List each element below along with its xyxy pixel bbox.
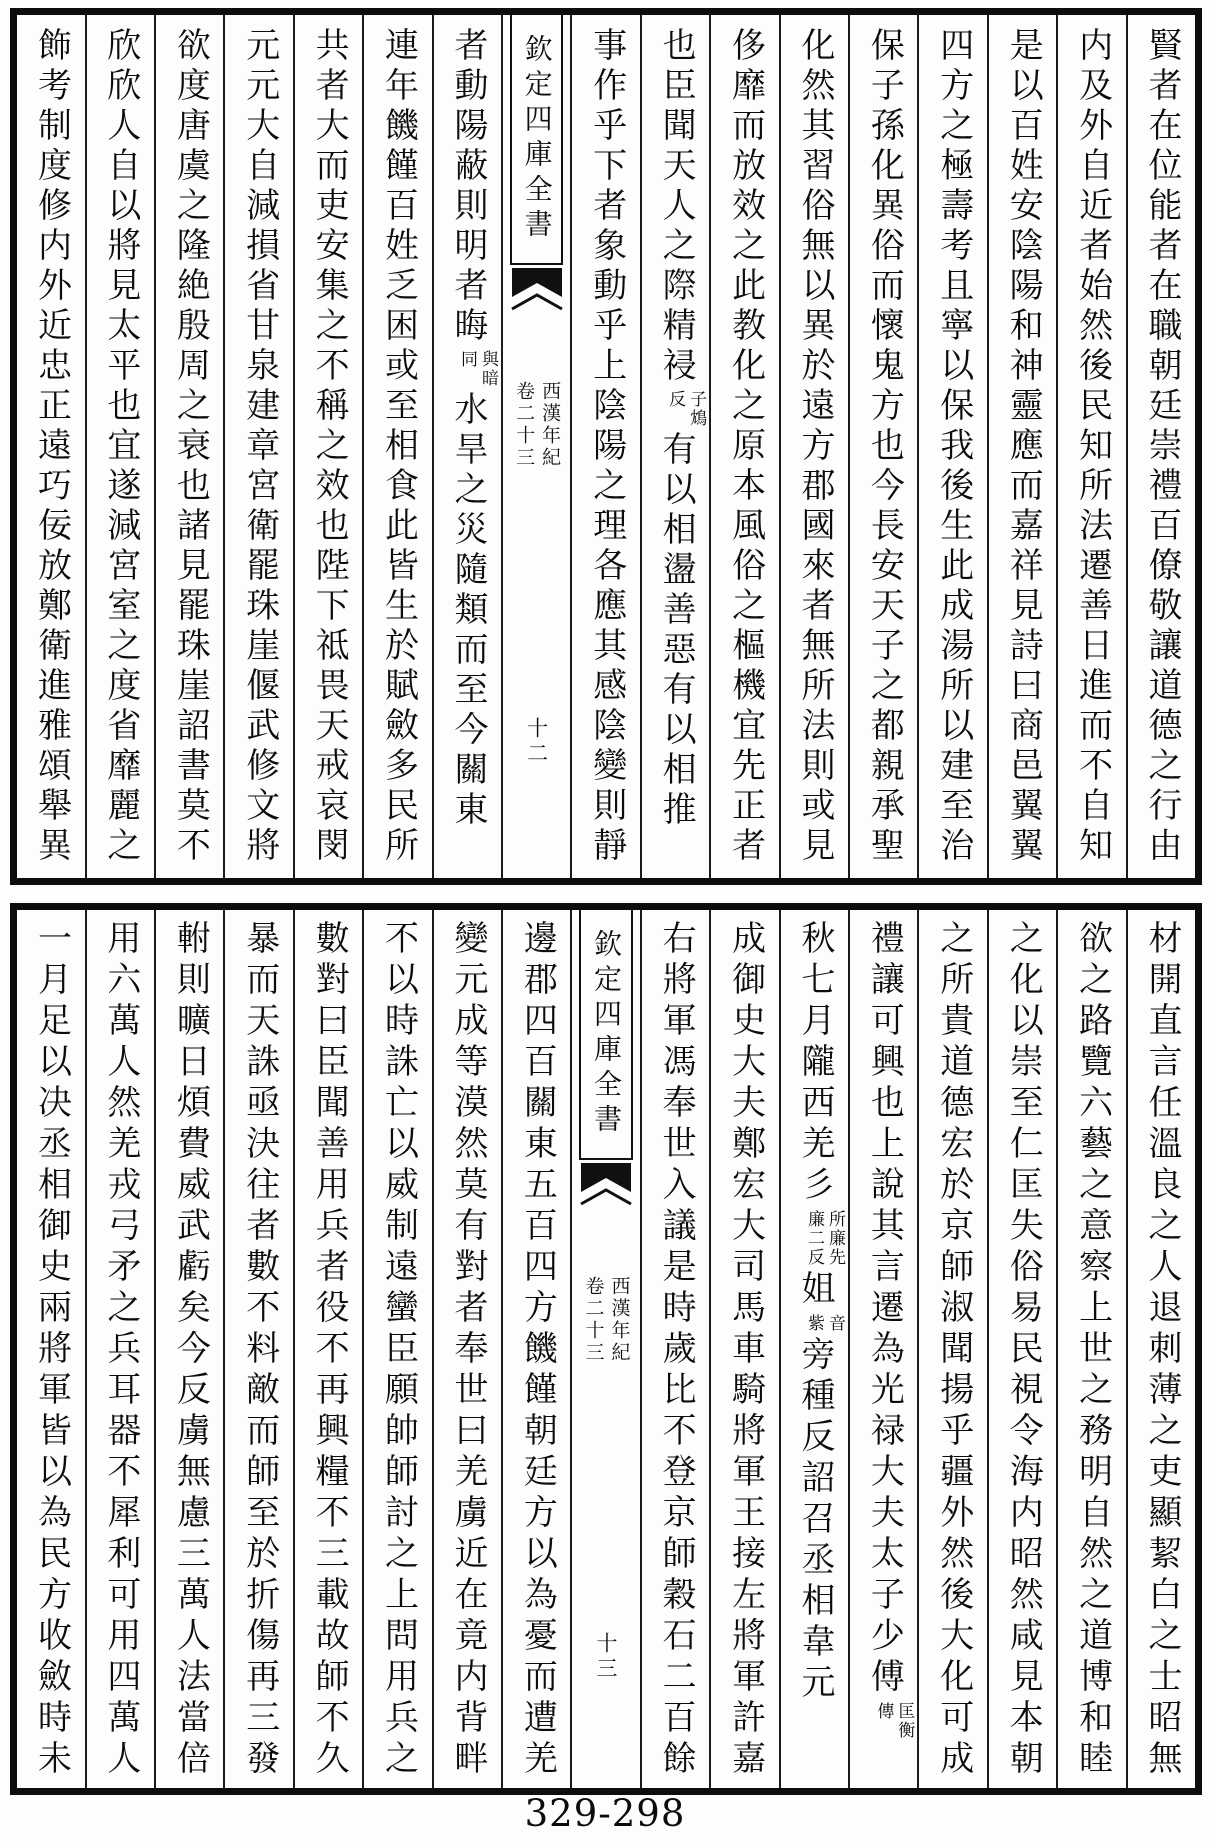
text-column: 變元成等漠然莫有對者奉世曰羌虜近在竟内背畔 [432,910,501,1788]
book-title: 西漢年紀 [539,381,562,469]
book-title: 西漢年紀 [608,1276,631,1364]
text-column: 欲之路覽六藝之意察上世之務明自然之道博和睦 [1056,910,1125,1788]
text-column: 飾考制度修内外近忠正遠巧佞放鄭衛進雅頌舉異 [31,27,72,867]
folio-block-top [10,8,1202,885]
annotation-left-line: 反 [665,390,686,409]
text-column: 之所貴道德宏於京師淑聞揚乎疆外然後大化可成 [917,910,986,1788]
annotation-right-line: 匡衡 [894,1702,915,1740]
text-column: 是以百姓安陰陽和神靈應而嘉祥見詩曰商邑翼翼 [987,15,1056,878]
text-column: 共者大而吏安集之不稱之效也陛下祗畏天戒哀閔 [293,15,362,878]
annotation-left-line: 傳 [873,1702,894,1721]
annotation-right-line: 所廉先 [824,1210,845,1267]
text-column: 成御史大夫鄭宏大司馬車騎將軍王接左將軍許嘉 [709,910,778,1788]
text-column: 連年饑饉百姓乏困或至相食此皆生於賦斂多民所 [362,15,431,878]
text-column: 軵則曠日煩費威武虧矣今反虜無慮三萬人法當倍 [154,910,223,1788]
text-column: 用六萬人然羌戎弓矛之兵耳器不犀利可用四萬人 [85,910,154,1788]
text-column: 元元大自減損省甘泉建章宮衛罷珠崖偃武修文將 [223,15,292,878]
text-column: 内及外自近者始然後民知所法遷善日進而不自知 [1056,15,1125,878]
text-column: 事作乎下者象動乎上陰陽之理各應其感陰變則靜 [570,15,639,878]
annotation-left-line: 紫 [803,1314,824,1333]
text-column: 數對曰臣聞善用兵者役不再興糧不三載故師不久 [293,910,362,1788]
text-column: 邊郡四百關東五百四方饑饉朝廷方以為憂而遭羌 [501,910,570,1788]
text-column: 欣欣人自以將見太平也宜遂減宮室之度省靡麗之 [85,15,154,878]
text-column: 禮讓可興也上說其言遷為光禄大夫太子少傅 匡衡 傳 [848,910,917,1788]
fishtail-icon [511,268,563,318]
annotation-right-line: 與暗 [477,350,498,388]
page-number: 329-298 [524,1792,686,1835]
banxin-column [570,910,639,1788]
annotation-left-line: 廉二反 [803,1210,824,1267]
annotation-right-line: 子鴆 [686,390,707,428]
phonetic-annotation [872,1702,914,1740]
phonetic-annotation [803,1210,845,1267]
series-title: 欽定四庫全書 [590,929,624,1139]
text-column: 者動陽蔽則明者晦 與暗 同 水旱之災隨類而至今關東 [432,15,501,878]
banxin-title [572,1276,639,1364]
banxin-title [503,381,570,469]
series-title: 欽定四庫全書 [520,34,554,244]
folio-number: 十三 [594,1632,619,1682]
text-column: 侈靡而放效之此教化之原本風俗之樞機宜先正者 [709,15,778,878]
juan-label: 卷二十三 [513,381,536,469]
text-column: 也臣聞天人之際精祲 子鴆 反 有以相盪善惡有以相推 [640,15,709,878]
series-title-box [579,910,632,1160]
phonetic-annotation [456,350,498,388]
text-column: 右將軍馮奉世入議是時歲比不登京師穀石二百餘 [640,910,709,1788]
annotation-left-line: 同 [456,350,477,369]
phonetic-annotation [664,390,706,428]
folio-block-bottom [10,903,1202,1795]
fishtail-icon [580,1163,632,1213]
text-column: 化然其習俗無以異於遠方郡國來者無所法則或見 [779,15,848,878]
text-column: 賢者在位能者在職朝廷崇禮百僚敬讓道德之行由 [1126,15,1195,878]
text-column: 暴而天誅亟決往者數不料敵而師至於折傷再三發 [223,910,292,1788]
juan-label: 卷二十三 [582,1276,605,1364]
banxin-column [501,15,570,878]
text-column: 秋七月隴西羌彡 所廉先 廉二反 姐 音 紫 旁種反詔召丞相韋元 [779,910,848,1788]
text-column: 之化以崇至仁匡失俗易民視令海内昭然咸見本朝 [987,910,1056,1788]
text-column: 欲度唐虞之隆絶殷周之衰也諸見罷珠崖詔書莫不 [154,15,223,878]
text-column: 材開直言任溫良之人退刺薄之吏顯絜白之士昭無 [1126,910,1195,1788]
phonetic-annotation [803,1314,845,1333]
text-column: 不以時誅亡以威制遠蠻臣願帥師討之上問用兵之 [362,910,431,1788]
annotation-right-line: 音 [824,1314,845,1333]
text-column: 保子孫化異俗而懷鬼方也今長安天子之都親承聖 [848,15,917,878]
series-title-box [510,15,563,265]
text-column: 四方之極壽考且寧以保我後生此成湯所以建至治 [917,15,986,878]
folio-number: 十二 [524,717,549,767]
text-column: 一月足以决丞相御史兩將軍皆以為民方收斂時未 [31,920,72,1781]
